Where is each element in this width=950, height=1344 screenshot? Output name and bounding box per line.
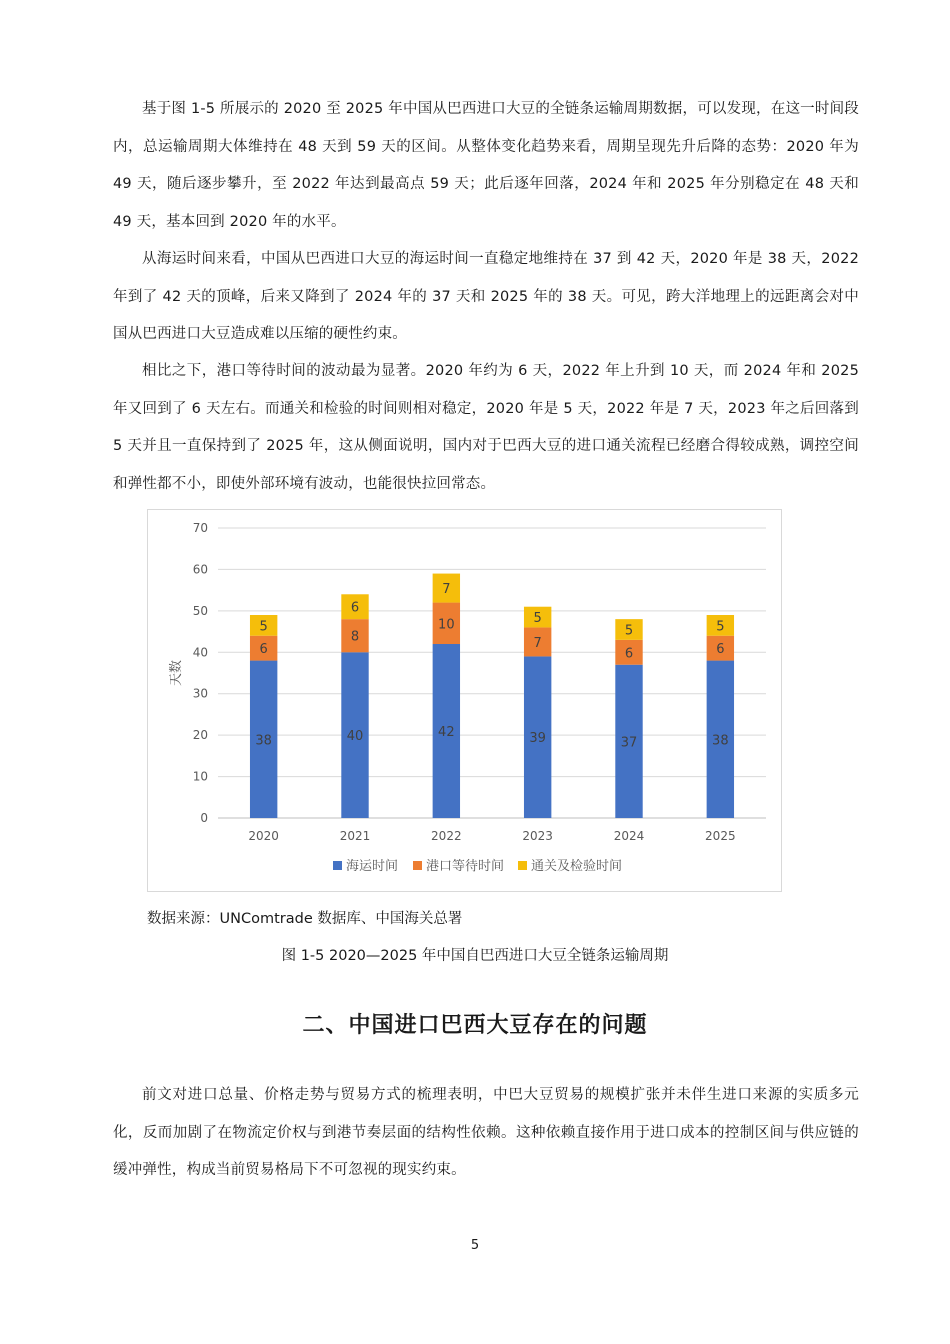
paragraph-4: 前文对进口总量、价格走势与贸易方式的梳理表明，中巴大豆贸易的规模扩张并未伴生进口来源的实质多元化，反而加剧了在物流定价权与到港节奏层面的结构性依赖。这种依赖直接作用于进口成本的控制区间与供应链的缓冲弹性，构成当前贸易格局下不可忽视的现实约束。: [113, 1087, 859, 1178]
data-label: 5: [624, 623, 634, 639]
data-label: 37: [620, 735, 638, 751]
data-label: 7: [533, 635, 542, 651]
data-label: 6: [259, 642, 268, 658]
legend-label: 通关及检验时间: [531, 859, 623, 874]
figure-source: 数据来源：UNComtrade 数据库、中国海关总署: [147, 911, 463, 927]
y-tick-label: 30: [192, 686, 208, 701]
x-tick-label: 2025: [705, 829, 736, 843]
paragraph-2: 从海运时间来看，中国从巴西进口大豆的海运时间一直稳定地维持在 37 到 42 天，2020 年是 38 天，2022 年到了 42 天的顶峰，后来又降到了 2024 年的 37 天和 2025 年的 38 天。可见，跨大洋地理上的远距离会对中国从巴西进口大豆造成难以压缩的硬性约束。: [113, 251, 859, 342]
y-tick-label: 60: [192, 562, 208, 577]
x-tick-label: 2021: [339, 829, 371, 843]
legend-swatch: [413, 861, 422, 870]
section-heading: 二、中国进口巴西大豆存在的问题: [302, 1013, 648, 1038]
chart-canvas: [148, 510, 783, 893]
data-label: 5: [259, 619, 268, 635]
data-label: 40: [346, 729, 364, 745]
data-label: 6: [350, 600, 360, 616]
x-tick-label: 2020: [248, 829, 279, 843]
data-label: 7: [442, 582, 451, 598]
y-tick-label: 10: [192, 769, 208, 784]
figure-caption: 图 1-5 2020—2025 年中国自巴西进口大豆全链条运输周期: [281, 948, 669, 964]
x-tick-label: 2024: [613, 829, 645, 843]
y-axis-label: 天数: [169, 659, 184, 687]
data-label: 38: [255, 733, 272, 749]
data-label: 10: [438, 617, 455, 633]
y-tick-label: 0: [200, 811, 208, 825]
data-label: 38: [712, 733, 729, 749]
paragraph-3: 相比之下，港口等待时间的波动最为显著。2020 年约为 6 天，2022 年上升到 10 天，而 2024 年和 2025 年又回到了 6 天左右。而通关和检验的时间则相对稳定，2020 年是 5 天，2022 年是 7 天，2023 年之后回落到 5 天并且一直保持到了 2025 年，这从侧面说明，国内对于巴西大豆的进口通关流程已经磨合得较成熟，调控空间和弹性都不小，即使外部环境有波动，也能很快拉回常态。: [113, 363, 859, 492]
y-tick-label: 50: [192, 603, 208, 618]
page-number: 5: [470, 1238, 480, 1253]
stacked-bar-chart: [147, 509, 782, 892]
y-tick-label: 40: [192, 645, 208, 660]
data-label: 42: [438, 725, 455, 740]
data-label: 5: [533, 611, 542, 627]
x-tick-label: 2022: [431, 829, 462, 843]
y-tick-label: 20: [192, 728, 208, 743]
legend-swatch: [333, 861, 342, 870]
data-label: 8: [350, 629, 360, 645]
legend-label: 港口等待时间: [426, 859, 505, 874]
data-label: 5: [716, 619, 725, 635]
data-label: 39: [529, 731, 546, 747]
legend-swatch: [518, 861, 527, 870]
y-tick-label: 70: [192, 521, 208, 535]
x-tick-label: 2023: [522, 829, 553, 843]
data-label: 6: [716, 642, 725, 658]
paragraph-1: 基于图 1-5 所展示的 2020 至 2025 年中国从巴西进口大豆的全链条运输周期数据，可以发现，在这一时间段内，总运输周期大体维持在 48 天到 59 天的区间。从整体变化趋势来看，周期呈现先升后降的态势：2020 年为 49 天，随后逐步攀升，至 2022 年达到最高点 59 天；此后逐年回落，2024 年和 2025 年分别稳定在 48 天和 49 天，基本回到 2020 年的水平。: [113, 101, 859, 230]
data-label: 6: [624, 646, 634, 662]
legend-label: 海运时间: [346, 859, 399, 874]
